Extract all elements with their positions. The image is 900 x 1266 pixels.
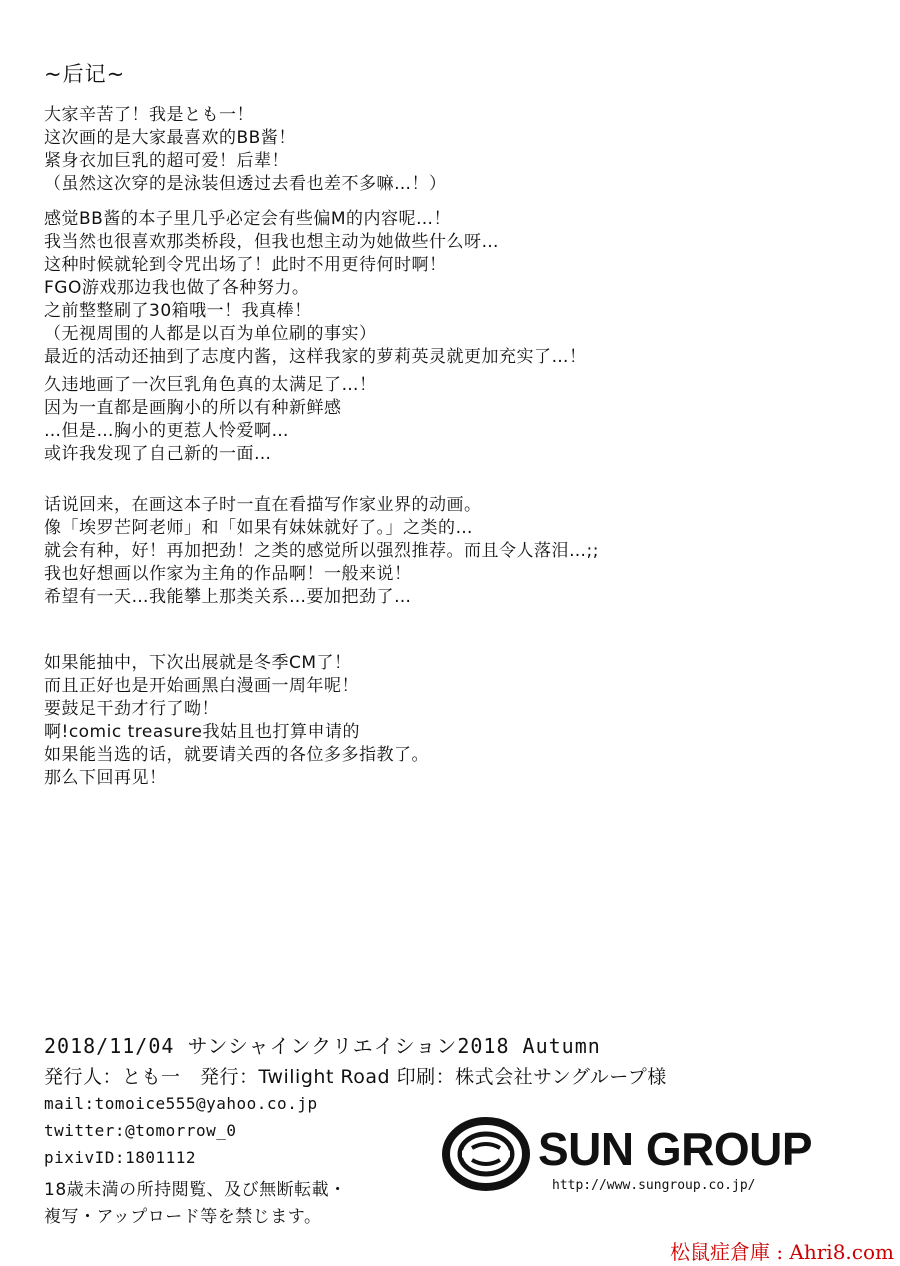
sun-group-emblem-icon xyxy=(442,1116,530,1192)
publisher-credits: 発行人：とも一 発行：Twilight Road 印刷：株式会社サングループ様 xyxy=(44,1066,667,1088)
text-line: 最近的活动还抽到了志度内酱，这样我家的萝莉英灵就更加充实了…！ xyxy=(44,347,587,367)
text-line: 像「埃罗芒阿老师」和「如果有妹妹就好了。」之类的… xyxy=(44,518,473,538)
text-line: 要鼓足干劲才行了呦！ xyxy=(44,699,219,719)
text-line: 久违地画了一次巨乳角色真的太满足了…！ xyxy=(44,375,377,395)
text-line: 感觉BB酱的本子里几乎必定会有些偏M的内容呢…！ xyxy=(44,209,451,229)
text-line: 就会有种，好！再加把劲！之类的感觉所以强烈推荐。而且令人落泪…;; xyxy=(44,541,599,561)
text-line: 因为一直都是画胸小的所以有种新鲜感 xyxy=(44,398,342,418)
text-line: 话说回来，在画这本子时一直在看描写作家业界的动画。 xyxy=(44,495,482,515)
contact-pixiv: pixivID:1801112 xyxy=(44,1148,196,1167)
afterword-title: ~后记~ xyxy=(44,62,126,86)
afterword-paragraph-1 xyxy=(44,104,864,196)
text-line: 或许我发现了自己新的一面… xyxy=(44,444,272,464)
text-line: 大家辛苦了！我是とも一！ xyxy=(44,105,254,125)
age-notice-line-2: 複写・アップロード等を禁じます。 xyxy=(44,1207,322,1227)
text-line: 希望有一天…我能攀上那类关系…要加把劲了… xyxy=(44,587,412,607)
age-notice-line-1: 18歳未満の所持閲覧、及び無断転載・ xyxy=(44,1180,347,1200)
text-line: 这种时候就轮到令咒出场了！此时不用更待何时啊！ xyxy=(44,255,447,275)
afterword-paragraph-4 xyxy=(44,494,864,609)
text-line: 我也好想画以作家为主角的作品啊！一般来说！ xyxy=(44,564,412,584)
afterword-paragraph-5 xyxy=(44,652,864,790)
site-watermark: 松鼠症倉庫 : Ahri8.com xyxy=(669,1240,894,1264)
sun-group-url: http://www.sungroup.co.jp/ xyxy=(552,1178,756,1193)
text-line: 紧身衣加巨乳的超可爱！后辈！ xyxy=(44,151,289,171)
text-line: 这次画的是大家最喜欢的BB酱！ xyxy=(44,128,296,148)
text-line: 如果能当选的话，就要请关西的各位多多指教了。 xyxy=(44,745,429,765)
event-date-line: 2018/11/04 サンシャインクリエイション2018 Autumn xyxy=(44,1034,601,1058)
text-line: （虽然这次穿的是泳装但透过去看也差不多嘛…！） xyxy=(44,174,447,194)
afterword-paragraph-3 xyxy=(44,374,864,466)
sun-group-logo-text: SUN GROUP xyxy=(538,1123,813,1175)
text-line: 那么下回再见！ xyxy=(44,768,167,788)
text-line: 啊!comic treasure我姑且也打算申请的 xyxy=(44,722,360,742)
text-line: …但是…胸小的更惹人怜爱啊… xyxy=(44,421,289,441)
contact-mail: mail:tomoice555@yahoo.co.jp xyxy=(44,1094,318,1113)
text-line: 我当然也很喜欢那类桥段，但我也想主动为她做些什么呀… xyxy=(44,232,499,252)
text-line: FGO游戏那边我也做了各种努力。 xyxy=(44,278,310,298)
contact-twitter: twitter:@tomorrow_0 xyxy=(44,1121,237,1140)
text-line: 如果能抽中，下次出展就是冬季CM了！ xyxy=(44,653,352,673)
text-line: 之前整整刷了30箱哦一！我真棒！ xyxy=(44,301,312,321)
text-line: 而且正好也是开始画黑白漫画一周年呢！ xyxy=(44,676,359,696)
text-line: （无视周围的人都是以百为单位刷的事实） xyxy=(44,324,377,344)
sun-group-logo xyxy=(442,1112,862,1202)
afterword-paragraph-2 xyxy=(44,208,864,369)
